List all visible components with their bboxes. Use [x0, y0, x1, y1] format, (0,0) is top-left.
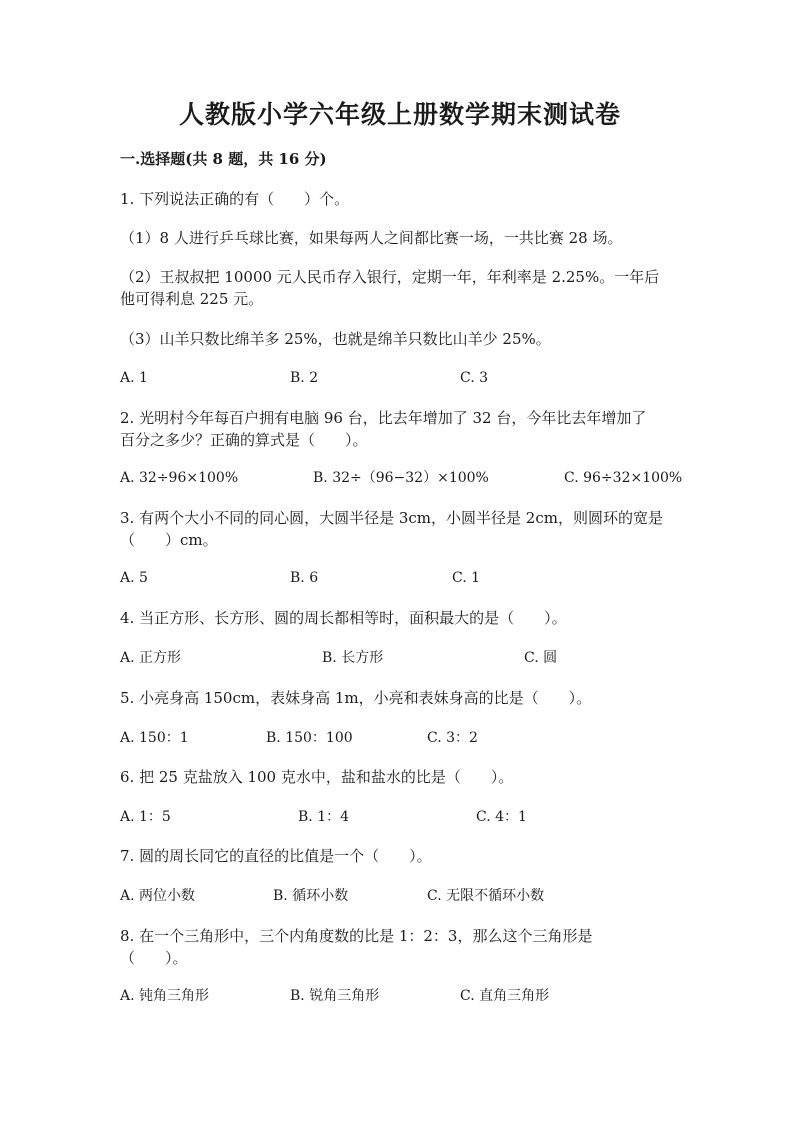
question-8-option-c: C. 直角三角形: [460, 988, 550, 1004]
question-2-option-b: B. 32÷（96−32）×100%: [313, 470, 489, 486]
question-1-statement-2: （2）王叔叔把 10000 元人民币存入银行，定期一年，年利率是 2.25%。一年后: [120, 268, 660, 286]
question-8-stem: 8. 在一个三角形中，三个内角度数的比是 1：2：3，那么这个三角形是: [120, 927, 593, 945]
section-heading: 一.选择题(共 8 题，共 16 分): [120, 150, 327, 168]
question-2-stem: 2. 光明村今年每百户拥有电脑 96 台，比去年增加了 32 台，今年比去年增加了: [120, 409, 647, 427]
question-3-stem: 3. 有两个大小不同的同心圆，大圆半径是 3cm，小圆半径是 2cm，则圆环的宽是: [120, 509, 663, 527]
question-7-stem: 7. 圆的周长同它的直径的比值是一个（ ）。: [120, 847, 432, 865]
question-5-option-b: B. 150：100: [266, 730, 353, 746]
question-4-option-a: A. 正方形: [120, 650, 182, 666]
question-4-option-b: B. 长方形: [322, 650, 384, 666]
question-7-option-b: B. 循环小数: [273, 888, 349, 904]
question-7-option-a: A. 两位小数: [120, 888, 196, 904]
question-2-option-a: A. 32÷96×100%: [120, 470, 239, 486]
question-1-option-a: A. 1: [120, 370, 148, 386]
question-3-option-a: A. 5: [120, 570, 148, 586]
question-3-option-c: C. 1: [452, 570, 481, 586]
question-1-statement-1: （1）8 人进行乒乓球比赛，如果每两人之间都比赛一场，一共比赛 28 场。: [120, 229, 623, 247]
question-5-stem: 5. 小亮身高 150cm，表妹身高 1m，小亮和表妹身高的比是（ ）。: [120, 689, 592, 707]
question-3-option-b: B. 6: [290, 570, 319, 586]
question-7-option-c: C. 无限不循环小数: [427, 888, 545, 904]
question-2-stem-cont: 百分之多少？正确的算式是（ ）。: [120, 431, 368, 449]
question-4-option-c: C. 圆: [524, 650, 558, 666]
page-title: 人教版小学六年级上册数学期末测试卷: [178, 100, 621, 129]
question-5-option-a: A. 150：1: [120, 730, 189, 746]
question-1-option-b: B. 2: [290, 370, 319, 386]
question-3-stem-cont: （ ）cm。: [120, 531, 218, 549]
question-8-stem-cont: （ ）。: [120, 949, 188, 967]
question-1-statement-3: （3）山羊只数比绵羊多 25%，也就是绵羊只数比山羊少 25%。: [120, 330, 551, 348]
question-4-stem: 4. 当正方形、长方形、圆的周长都相等时，面积最大的是（ ）。: [120, 609, 567, 627]
question-6-option-b: B. 1：4: [298, 809, 350, 825]
question-6-option-a: A. 1：5: [120, 809, 171, 825]
question-5-option-c: C. 3：2: [427, 730, 478, 746]
question-6-option-c: C. 4：1: [476, 809, 527, 825]
question-8-option-b: B. 锐角三角形: [290, 988, 380, 1004]
question-6-stem: 6. 把 25 克盐放入 100 克水中，盐和盐水的比是（ ）。: [120, 768, 514, 786]
question-1-stem: 1. 下列说法正确的有（ ）个。: [120, 190, 350, 208]
question-8-option-a: A. 钝角三角形: [120, 988, 210, 1004]
question-1-statement-2-cont: 他可得利息 225 元。: [120, 290, 264, 308]
question-1-option-c: C. 3: [460, 370, 489, 386]
question-2-option-c: C. 96÷32×100%: [564, 470, 683, 486]
